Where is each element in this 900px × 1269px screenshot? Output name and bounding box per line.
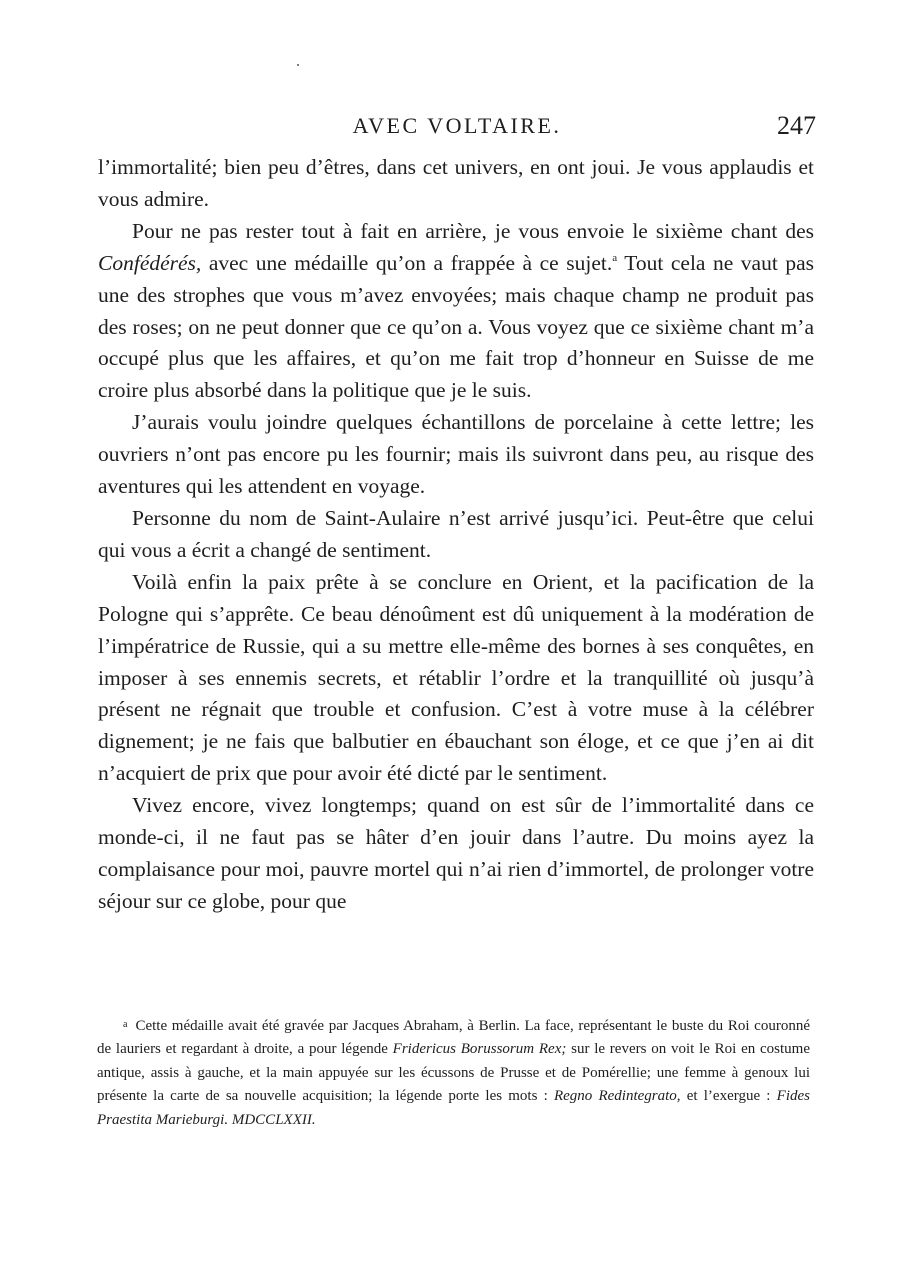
print-speck bbox=[297, 64, 299, 66]
paragraph-vivez: Vivez encore, vivez longtemps; quand on est sûr de l’immortalité dans ce monde-ci, il ne faut pas se hâter d’en jouir dans l’autre. Du moins ayez la complaisance pour moi, pauvre mortel qui n’ai rien d’immortel, de prolonger votre séjour sur ce globe, pour que bbox=[98, 793, 814, 913]
footnote-mark: a bbox=[123, 1019, 128, 1030]
footnote-text: sur le revers on voit le Roi en costume antique, assis à gauche, et la main appuyée sur les écussons de Prusse et de Pomérellie; une femme à genoux lui présente la carte de sa nouvelle acquisition; la légende porte les mots : bbox=[97, 1041, 810, 1105]
footnote-reference[interactable]: a bbox=[612, 251, 618, 264]
paragraph-paix: Voilà enfin la paix prête à se conclure en Orient, et la pacification de la Pologne qui s’apprête. Ce beau dénoûment est dû uniquement à la modération de l’impératrice de Russie, qui a su mettre elle-même des bornes à ses conquêtes, en imposer à ses ennemis secrets, et rétablir l’ordre et la tranquillité où jusqu’à présent ne régnait que trouble et confusion. C’est à votre muse à la célébrer dignement; je ne fais que balbutier en ébauchant son éloge, et ce que j’en ai dit n’acquiert de prix que pour avoir été dicté par le sentiment. bbox=[98, 569, 814, 786]
body-text bbox=[98, 152, 814, 918]
footnote-text: et l’exergue : bbox=[680, 1088, 777, 1105]
paragraph-continued: l’immortalité; bien peu d’êtres, dans cet univers, en ont joui. Je vous applaudis et vous admire. bbox=[98, 155, 814, 211]
paragraph-porcelaine: J’aurais voulu joindre quelques échantillons de porcelaine à cette lettre; les ouvriers n’ont pas encore pu les fournir; mais ils suivront dans peu, au risque des aventures qui les attendent en voyage. bbox=[98, 410, 814, 499]
paragraph-text: Tout cela ne vaut pas une des strophes que vous m’avez envoyées; mais chaque champ ne produit pas des roses; on ne peut donner que ce qu’on a. Vous voyez que ce sixième chant m’a occupé plus que les affaires, et qu’on me fait trop d’honneur en Suisse de me croire plus absorbé dans la politique que je le suis. bbox=[98, 250, 815, 403]
running-title: AVEC VOLTAIRE. bbox=[352, 113, 562, 138]
paragraph-text: Pour ne pas rester tout à fait en arrière, je vous envoie le sixième chant des bbox=[132, 218, 814, 243]
page-header bbox=[98, 108, 816, 144]
footnote-text: Cette médaille avait été gravée par Jacques Abraham, à Berlin. La face, représentant le buste du Roi couronné de lauriers et regardant à droite, a pour légende bbox=[97, 1018, 810, 1058]
paragraph-text: avec une médaille qu’on a frappée à ce sujet. bbox=[201, 250, 613, 275]
work-title: Confédérés, bbox=[98, 250, 202, 275]
footnotes bbox=[97, 1013, 810, 1132]
page-number: 247 bbox=[777, 111, 816, 140]
paragraph-confederes bbox=[98, 216, 814, 407]
paragraph-saint-aulaire: Personne du nom de Saint-Aulaire n’est arrivé jusqu’ici. Peut-être que celui qui vous a écrit a changé de sentiment. bbox=[98, 505, 814, 562]
medal-legend-reverse: Regno Redintegrato, bbox=[553, 1088, 681, 1105]
footnote-a bbox=[97, 1013, 810, 1132]
medal-legend: Fridericus Borussorum Rex; bbox=[392, 1041, 567, 1058]
medal-exergue: Fides Praestita Marieburgi. MDCCLXXII. bbox=[97, 1088, 810, 1128]
